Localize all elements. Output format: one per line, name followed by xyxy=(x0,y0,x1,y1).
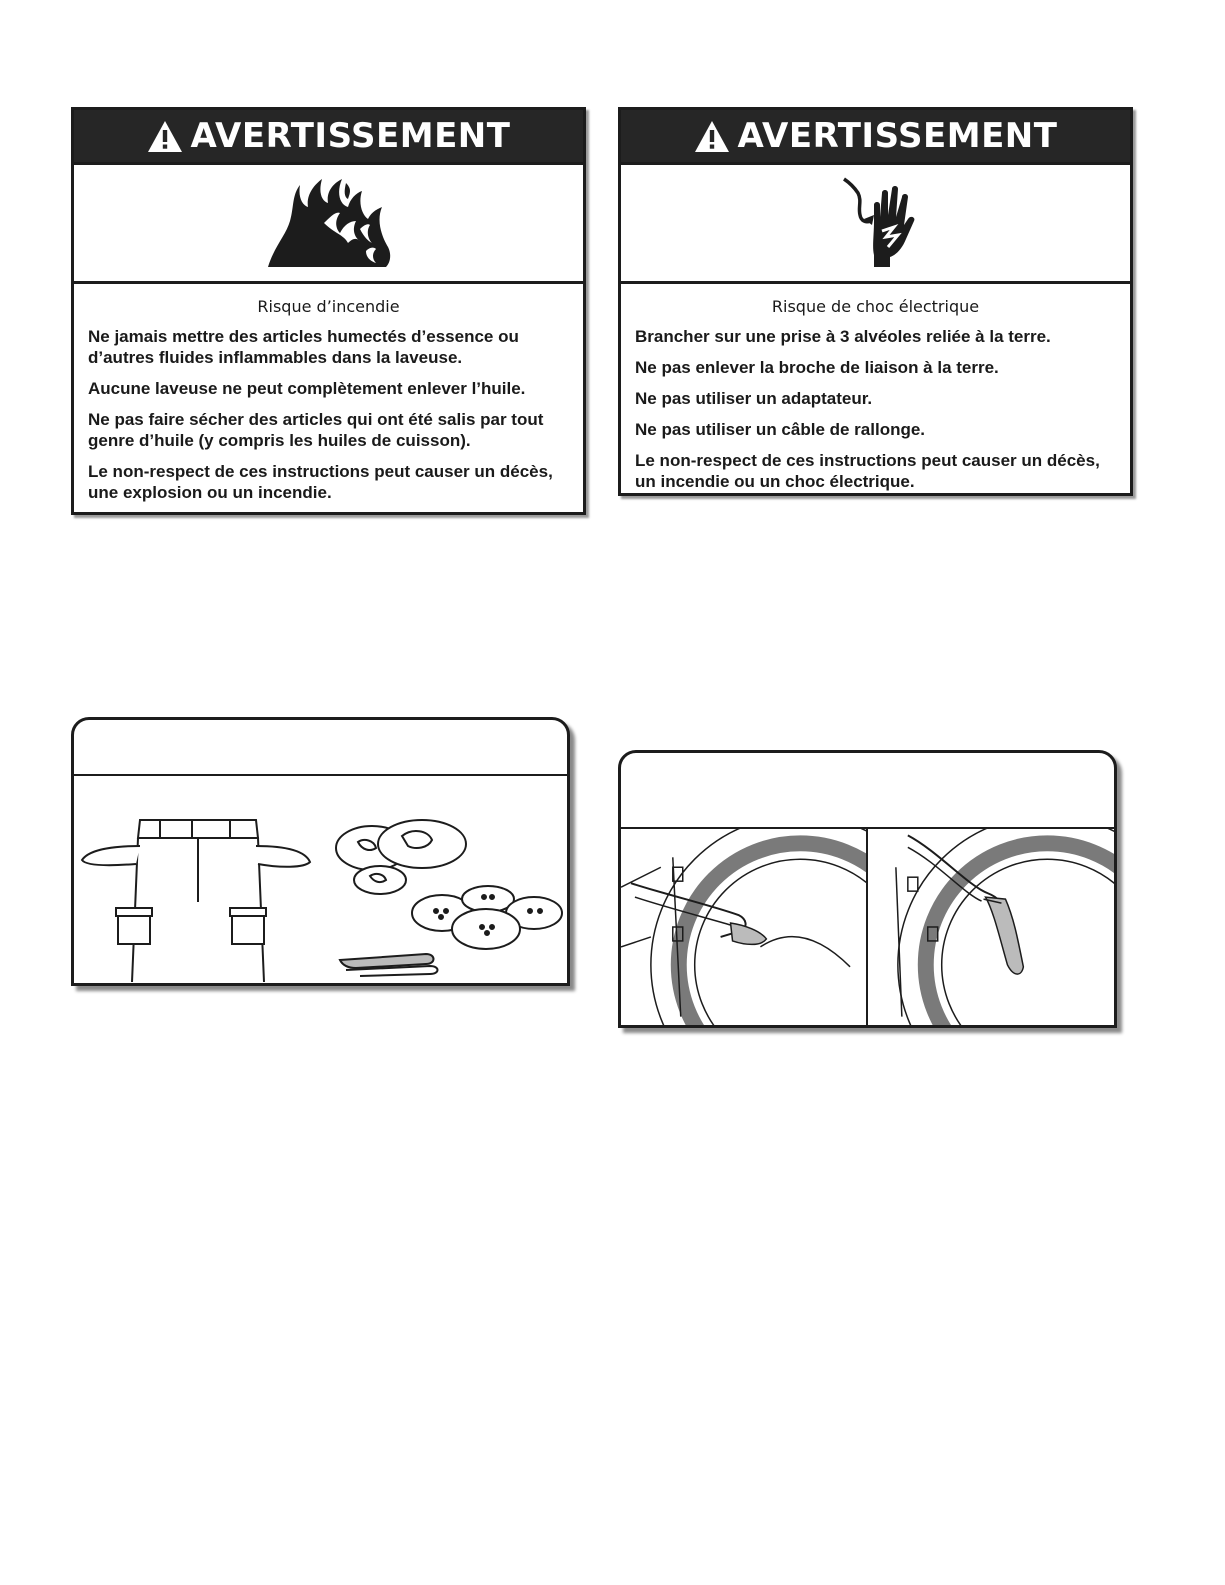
warning-triangle-icon xyxy=(694,120,730,153)
warning-line: Ne pas utiliser un adaptateur. xyxy=(635,389,873,408)
warning-body xyxy=(74,284,583,513)
electric-shock-warning-box xyxy=(618,107,1133,496)
risk-title: Risque de choc électrique xyxy=(771,297,980,316)
risk-title: Risque d’incendie xyxy=(257,297,400,316)
warning-title: AVERTISSEMENT xyxy=(737,116,1058,156)
washer-door-seal-icon xyxy=(621,827,868,1025)
warning-line: Brancher sur une prise à 3 alvéoles reliée à la terre. xyxy=(635,327,1051,346)
safety-pins-icon xyxy=(336,946,446,978)
clean-door-seal-illustration xyxy=(618,750,1117,1028)
pants-icon xyxy=(80,812,320,982)
buttons-icon xyxy=(408,883,568,953)
warning-body xyxy=(621,284,1130,502)
warning-line: Ne pas utiliser un câble de rallonge. xyxy=(635,420,926,439)
warning-header xyxy=(621,110,1130,162)
warning-line: Le non-respect de ces instructions peut causer un décès, une explosion ou un incendie. xyxy=(88,462,553,502)
fire-icon xyxy=(264,177,394,269)
warning-title: AVERTISSEMENT xyxy=(190,116,511,156)
warning-line: Ne jamais mettre des articles humectés d’essence ou d’autres fluides inflammables dans la laveuse. xyxy=(88,327,519,367)
warning-triangle-icon xyxy=(147,120,183,153)
warning-line: Ne pas faire sécher des articles qui ont été salis par tout genre d’huile (y compris les huiles de cuisson). xyxy=(88,410,544,450)
electric-shock-hand-icon xyxy=(836,175,916,271)
washer-door-cloth-icon xyxy=(868,827,1114,1025)
warning-header xyxy=(74,110,583,162)
empty-pockets-illustration xyxy=(71,717,570,986)
warning-line: Aucune laveuse ne peut complètement enlever l’huile. xyxy=(88,379,526,398)
warning-line: Le non-respect de ces instructions peut causer un décès, un incendie ou un choc électrique. xyxy=(635,451,1100,491)
warning-line: Ne pas enlever la broche de liaison à la terre. xyxy=(635,358,999,377)
fire-warning-box xyxy=(71,107,586,515)
